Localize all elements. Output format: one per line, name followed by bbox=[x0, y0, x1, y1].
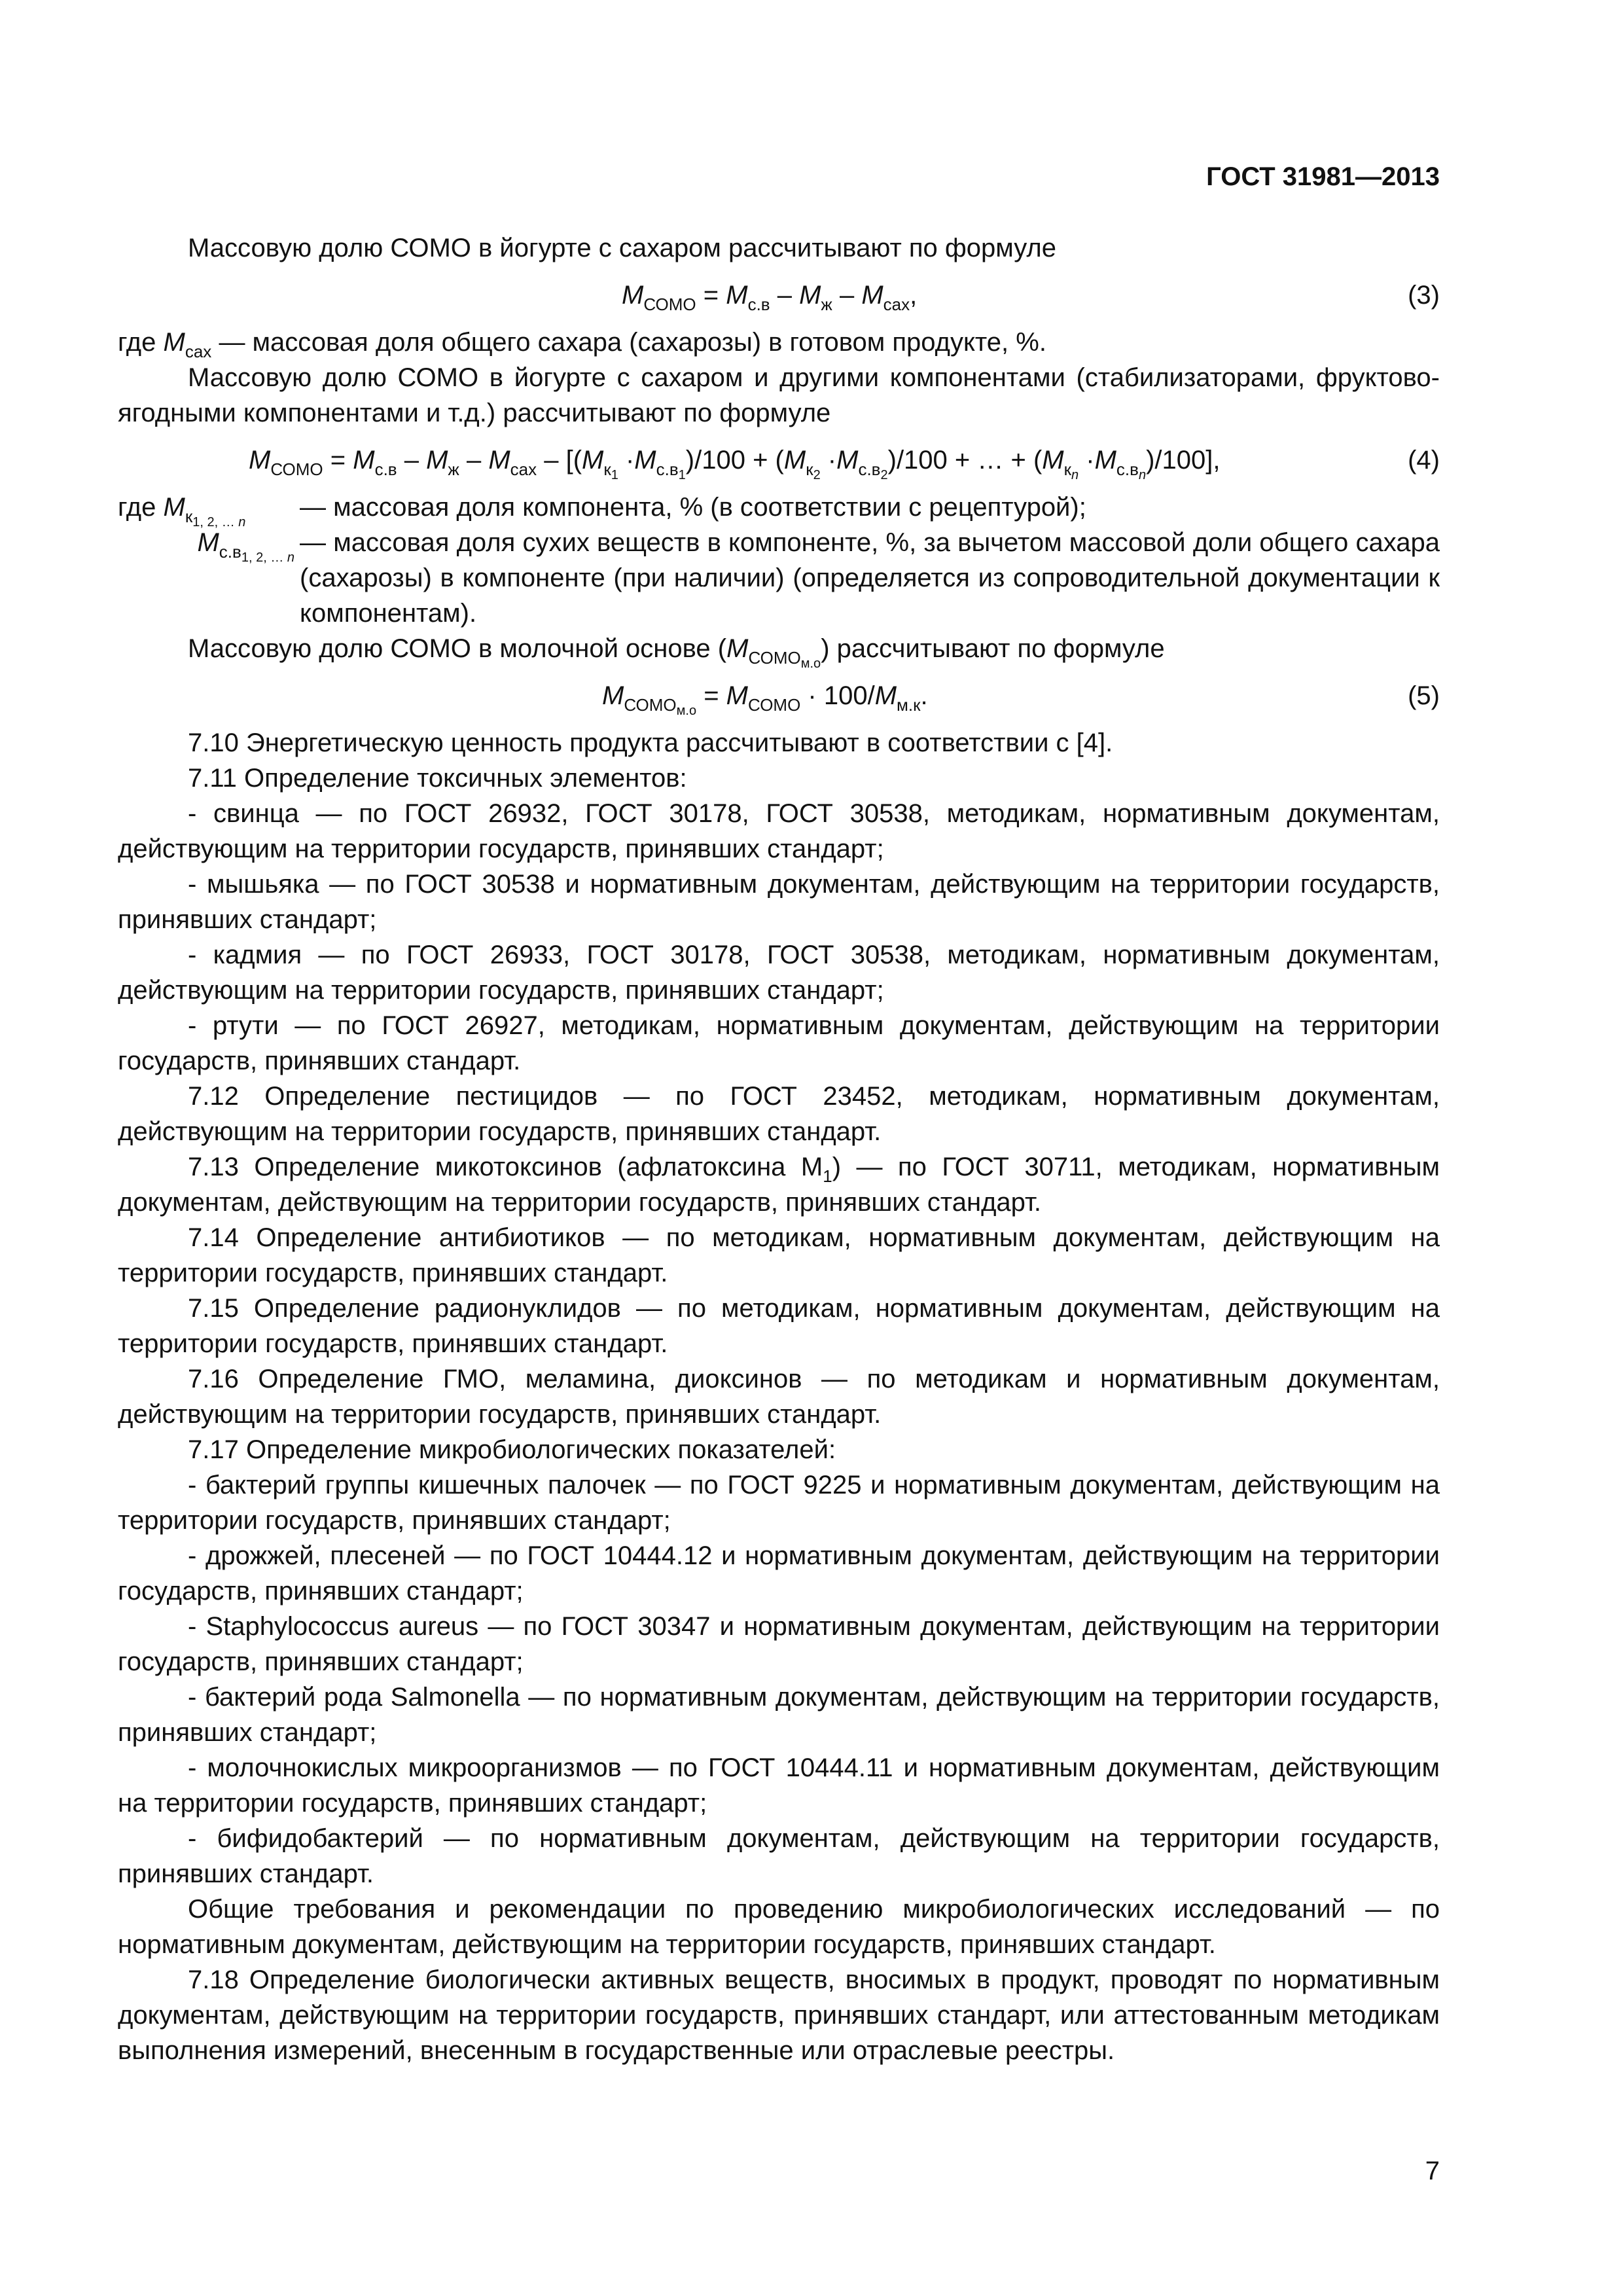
clause-7-15: 7.15 Определение радионуклидов — по методикам, нормативным документам, действующим на территории государств, принявших стандарт. bbox=[118, 1294, 1440, 1358]
paragraph-intro-formula-3: Массовую долю СОМО в йогурте с сахаром рассчитывают по формуле bbox=[188, 234, 1056, 262]
document-body bbox=[118, 230, 1440, 2068]
list-item-lactic-acid: - молочнокислых микроорганизмов — по ГОСТ 10444.11 и нормативным документам, действующим на территории государств, принявших стандарт; bbox=[118, 1753, 1440, 1818]
clause-7-13: 7.13 Определение микотоксинов (афлатоксина $M_1$) — по ГОСТ 30711, методикам, нормативным документам, действующим на территории государств, принявших стандарт. bbox=[118, 1153, 1440, 1217]
clause-7-17: 7.17 Определение микробиологических показателей: bbox=[188, 1435, 836, 1464]
formula-5-number: (5) bbox=[1408, 681, 1440, 710]
definition-component: где $M_{к_{1, 2, \dots n}}$ — массовая доля компонента, % (в соответствии с рецептурой); bbox=[118, 490, 1440, 525]
formula-3-expression: $M_{СОМО} = M_{с.в} - M_ж - M_{сах}$, bbox=[622, 281, 918, 314]
list-item-lead: - свинца — по ГОСТ 26932, ГОСТ 30178, ГОСТ 30538, методикам, нормативным документам, действующим на территории государств, принявших стандарт; bbox=[118, 799, 1440, 863]
paragraph-intro-formula-5: Массовую долю СОМО в молочной основе $(M_{СОМО_{м.о}})$ рассчитывают по формуле bbox=[188, 634, 1165, 671]
formula-4-definitions bbox=[118, 490, 1440, 631]
formula-4-number: (4) bbox=[1408, 446, 1440, 475]
clause-7-14: 7.14 Определение антибиотиков — по методикам, нормативным документам, действующим на территории государств, принявших стандарт. bbox=[118, 1223, 1440, 1287]
paragraph-intro-formula-4: Массовую долю СОМО в йогурте с сахаром и другими компонентами (стабилизаторами, фруктово-ягодными компонентами и т.д.) рассчитывают по формуле bbox=[118, 363, 1440, 427]
definition-dry-matter: $M_{с.в_{1, 2, \dots n}}$ — массовая доля сухих веществ в компоненте, %, за вычетом массовой доли общего сахара (сахарозы) в компоненте (при наличии) (определяется из сопроводительной документации к компонентам). bbox=[118, 525, 1440, 631]
paragraph-general-requirements: Общие требования и рекомендации по проведению микробиологических исследований — по нормативным документам, действующим на территории государств, принявших стандарт. bbox=[118, 1895, 1440, 1959]
page-number: 7 bbox=[1425, 2157, 1440, 2185]
clause-7-18: 7.18 Определение биологически активных веществ, вносимых в продукт, проводят по нормативным документам, действующим на территории государств, принявших стандарт, или аттестованным методикам выполнения измерений, внесенным в государственные или отраслевые реестры. bbox=[118, 1965, 1440, 2065]
list-item-cadmium: - кадмия — по ГОСТ 26933, ГОСТ 30178, ГОСТ 30538, методикам, нормативным документам, действующим на территории государств, принявших стандарт; bbox=[118, 941, 1440, 1005]
list-item-staphylococcus: - Staphylococcus aureus — по ГОСТ 30347 и нормативным документам, действующим на территории государств, принявших стандарт; bbox=[118, 1612, 1440, 1676]
standard-designation: ГОСТ 31981—2013 bbox=[1206, 162, 1440, 191]
list-item-coliform: - бактерий группы кишечных палочек — по ГОСТ 9225 и нормативным документам, действующим на территории государств, принявших стандарт; bbox=[118, 1471, 1440, 1535]
formula-3 bbox=[118, 270, 1440, 322]
clause-7-11: 7.11 Определение токсичных элементов: bbox=[188, 764, 687, 793]
list-item-arsenic: - мышьяка — по ГОСТ 30538 и нормативным документам, действующим на территории государств, принявших стандарт; bbox=[118, 870, 1440, 934]
formula-4-expression: $M_{СОМО} = M_{с.в} - M_ж - M_{сах} - [(M_{к_1} \cdot M_{с.в_1})/100 + (M_{к_2} \cdot M_{с.в_2})/100$ + … + $(M_{к_n} \cdot M_{с.в_n})/100$], bbox=[249, 446, 1221, 482]
list-item-yeast-mold: - дрожжей, плесеней — по ГОСТ 10444.12 и нормативным документам, действующим на территории государств, принявших стандарт; bbox=[118, 1541, 1440, 1605]
clause-7-12: 7.12 Определение пестицидов — по ГОСТ 23452, методикам, нормативным документам, действующим на территории государств, принявших стандарт. bbox=[118, 1082, 1440, 1146]
definition-term-sv: $M_{с.в_{1, 2, \dots n}}$ bbox=[197, 528, 294, 565]
list-item-salmonella: - бактерий рода Salmonella — по нормативным документам, действующим на территории государств, принявших стандарт; bbox=[118, 1683, 1440, 1747]
definition-term-k: где $M_{к_{1, 2, \dots n}}$ bbox=[118, 493, 246, 529]
list-item-mercury: - ртути — по ГОСТ 26927, методикам, нормативным документам, действующим на территории государств, принявших стандарт. bbox=[118, 1011, 1440, 1075]
clause-7-16: 7.16 Определение ГМО, меламина, диоксинов — по методикам и нормативным документам, действующим на территории государств, принявших стандарт. bbox=[118, 1365, 1440, 1429]
document-page bbox=[118, 0, 1440, 2296]
formula-4 bbox=[118, 435, 1440, 487]
formula-5-expression: $M_{СОМО_{м.о}} = M_{СОМО} \cdot 100/M_{м.к}$. bbox=[602, 681, 928, 718]
list-item-bifidobacteria: - бифидобактерий — по нормативным документам, действующим на территории государств, принявших стандарт. bbox=[118, 1824, 1440, 1888]
formula-3-where: где $M_{сах}$ — массовая доля общего сахара (сахарозы) в готовом продукте, %. bbox=[118, 328, 1046, 361]
clause-7-10: 7.10 Энергетическую ценность продукта рассчитывают в соответствии с [4]. bbox=[188, 728, 1113, 757]
formula-5 bbox=[118, 670, 1440, 723]
formula-3-number: (3) bbox=[1408, 281, 1440, 310]
